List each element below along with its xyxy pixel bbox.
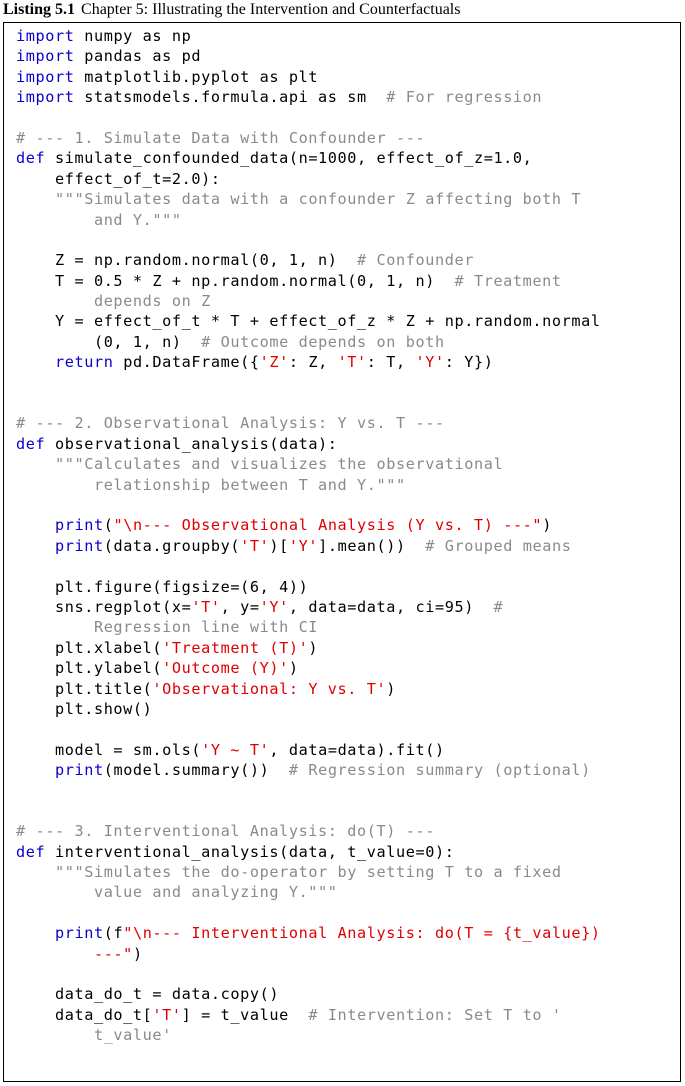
code-line <box>16 536 601 556</box>
code-line <box>16 903 601 923</box>
code-text: , data=data).fit() <box>269 740 445 759</box>
code-string: ---" <box>16 944 133 963</box>
code-line <box>16 271 601 291</box>
code-keyword: print <box>54 761 104 780</box>
code-line <box>16 658 601 678</box>
code-line <box>16 475 601 495</box>
listing-label: Listing 5.1 <box>3 1 76 18</box>
code-text: data_do_t[ <box>16 1005 153 1024</box>
code-text: ) <box>542 516 552 535</box>
code-line <box>16 1046 601 1066</box>
code-comment: # Regression summary (optional) <box>288 761 591 780</box>
code-line <box>16 719 601 739</box>
code-line <box>16 740 601 760</box>
code-keyword: import <box>16 67 75 86</box>
code-comment: # Confounder <box>357 251 474 270</box>
code-text: ) <box>386 679 397 698</box>
code-text: )[ <box>269 536 289 555</box>
code-line <box>16 108 601 128</box>
code-line <box>16 230 601 250</box>
code-keyword: def <box>16 842 46 861</box>
code-text: plt.ylabel( <box>16 659 163 678</box>
code-comment: """Simulates data with a confounder Z affecting both T <box>54 190 582 209</box>
code-line <box>16 413 601 433</box>
code-line <box>16 617 601 637</box>
code-line <box>16 923 601 943</box>
code-text: (data.groupby( <box>103 536 241 555</box>
code-keyword: def <box>16 149 46 168</box>
code-text: sns.regplot(x= <box>16 597 192 616</box>
code-text: , y= <box>220 597 260 616</box>
code-text: statsmodels.formula.api as sm <box>74 88 387 107</box>
code-comment: and Y.""" <box>16 210 182 229</box>
code-comment: value and analyzing Y.""" <box>16 883 338 902</box>
code-text: ) <box>308 638 319 657</box>
code-line <box>16 373 601 393</box>
listing-caption <box>3 1 460 19</box>
code-text: Z = np.random.normal(0, 1, n) <box>16 251 358 270</box>
code-text <box>16 353 55 371</box>
code-line <box>16 311 601 331</box>
code-line <box>16 128 601 148</box>
code-line <box>16 1005 601 1025</box>
code-line <box>16 679 601 699</box>
code-text: (0, 1, n) <box>16 332 202 351</box>
code-text: plt.figure(figsize=(6, 4)) <box>16 577 309 596</box>
code-line <box>16 169 601 189</box>
code-line <box>16 1025 601 1045</box>
code-keyword: def <box>16 434 46 453</box>
code-text: (model.summary()) <box>103 761 289 780</box>
code-string: 'Y ~ T' <box>201 740 270 759</box>
code-text: pd.DataFrame({ <box>113 353 260 372</box>
code-text: model = sm.ols( <box>16 740 202 759</box>
code-string: 'Y' <box>288 536 319 555</box>
code-line <box>16 67 601 87</box>
code-text: Y = effect_of_t * T + effect_of_z * Z + np.random.normal <box>16 312 601 331</box>
code-text <box>16 924 55 942</box>
code-text: observational_analysis(data): <box>45 434 338 453</box>
code-string: 'Y' <box>259 597 289 616</box>
code-string: 'T' <box>240 536 270 555</box>
code-line <box>16 984 601 1004</box>
code-text: : T, <box>366 353 416 372</box>
code-line <box>16 577 601 597</box>
code-text: : Y}) <box>444 353 494 372</box>
code-keyword: import <box>16 27 75 45</box>
code-string: 'Observational: Y vs. T' <box>152 679 387 698</box>
code-string: 'Outcome (Y)' <box>162 659 289 678</box>
code-text: ] = t_value <box>181 1005 309 1024</box>
code-line <box>16 821 601 841</box>
code-text: ( <box>103 516 114 535</box>
code-line <box>16 454 601 474</box>
code-keyword: import <box>16 88 75 107</box>
code-text: pandas as pd <box>74 47 202 66</box>
code-string: 'Y' <box>415 353 445 372</box>
code-comment: # For regression <box>386 88 543 107</box>
code-text: , data=data, ci=95) <box>288 597 494 616</box>
code-comment: depends on Z <box>16 292 211 311</box>
code-line <box>16 944 601 964</box>
code-string: 'T' <box>337 353 367 372</box>
code-line <box>16 332 601 352</box>
code-text: : Z, <box>288 353 338 372</box>
code-line <box>16 862 601 882</box>
code-comment: # <box>493 597 504 616</box>
code-line <box>16 250 601 270</box>
code-text <box>16 516 55 534</box>
code-comment: # --- 3. Interventional Analysis: do(T) --- <box>16 822 435 841</box>
code-block <box>16 26 601 1086</box>
code-text: plt.xlabel( <box>16 638 163 657</box>
code-keyword: print <box>54 516 104 535</box>
code-text <box>16 455 55 473</box>
code-comment: # Treatment <box>454 271 562 290</box>
code-text: ) <box>132 944 143 963</box>
code-string: 'Treatment (T)' <box>162 638 309 657</box>
code-keyword: return <box>54 353 114 372</box>
code-string: 'T' <box>152 1005 182 1024</box>
code-comment: """Simulates the do-operator by setting T to a fixed <box>54 863 562 882</box>
code-line <box>16 148 601 168</box>
code-line <box>16 87 601 107</box>
code-comment: # Intervention: Set T to ' <box>308 1005 562 1024</box>
code-text: matplotlib.pyplot as plt <box>74 67 319 86</box>
code-line <box>16 26 601 46</box>
code-comment: # --- 1. Simulate Data with Confounder --- <box>16 128 426 147</box>
code-comment: # Outcome depends on both <box>201 332 445 351</box>
code-line <box>16 189 601 209</box>
code-comment: relationship between T and Y.""" <box>16 475 406 494</box>
code-line <box>16 638 601 658</box>
code-line <box>16 801 601 821</box>
code-text <box>16 537 55 555</box>
code-comment: t_value' <box>16 1026 172 1045</box>
code-string: "\n--- Interventional Analysis: do(T = {t_value}) <box>123 924 601 943</box>
code-line <box>16 434 601 454</box>
code-line <box>16 291 601 311</box>
code-line <box>16 699 601 719</box>
code-line <box>16 556 601 576</box>
code-line <box>16 1066 601 1086</box>
code-text: plt.show() <box>16 699 153 718</box>
code-line <box>16 964 601 984</box>
listing-title: Chapter 5: Illustrating the Intervention and Counterfactuals <box>81 1 461 18</box>
code-text: effect_of_t=2.0): <box>16 169 221 188</box>
code-text: ) <box>288 659 299 678</box>
code-line <box>16 780 601 800</box>
code-comment: # --- 2. Observational Analysis: Y vs. T --- <box>16 414 445 433</box>
code-text: numpy as np <box>74 27 192 45</box>
code-text <box>16 761 55 779</box>
code-line <box>16 760 601 780</box>
code-string: "\n--- Observational Analysis (Y vs. T) ---" <box>113 516 543 535</box>
code-text: T = 0.5 * Z + np.random.normal(0, 1, n) <box>16 271 455 290</box>
code-line <box>16 210 601 230</box>
code-text: simulate_confounded_data(n=1000, effect_of_z=1.0, <box>45 149 533 168</box>
code-text: interventional_analysis(data, t_value=0): <box>45 842 455 861</box>
code-line <box>16 393 601 413</box>
code-line <box>16 882 601 902</box>
code-text: plt.title( <box>16 679 153 698</box>
code-line <box>16 495 601 515</box>
code-text: ].mean()) <box>318 536 426 555</box>
code-line <box>16 46 601 66</box>
code-string: 'T' <box>191 597 221 616</box>
code-keyword: print <box>54 924 104 943</box>
code-line <box>16 515 601 535</box>
code-comment: """Calculates and visualizes the observational <box>54 455 504 474</box>
code-text <box>16 190 55 208</box>
code-text: data_do_t = data.copy() <box>16 985 280 1004</box>
code-text <box>16 863 55 881</box>
code-comment: Regression line with CI <box>16 618 319 637</box>
code-keyword: print <box>54 536 104 555</box>
code-line <box>16 352 601 372</box>
code-line <box>16 842 601 862</box>
code-comment: # Grouped means <box>425 536 572 555</box>
code-string: 'Z' <box>259 353 289 372</box>
code-keyword: import <box>16 47 75 66</box>
code-text: (f <box>103 924 124 943</box>
code-line <box>16 597 601 617</box>
